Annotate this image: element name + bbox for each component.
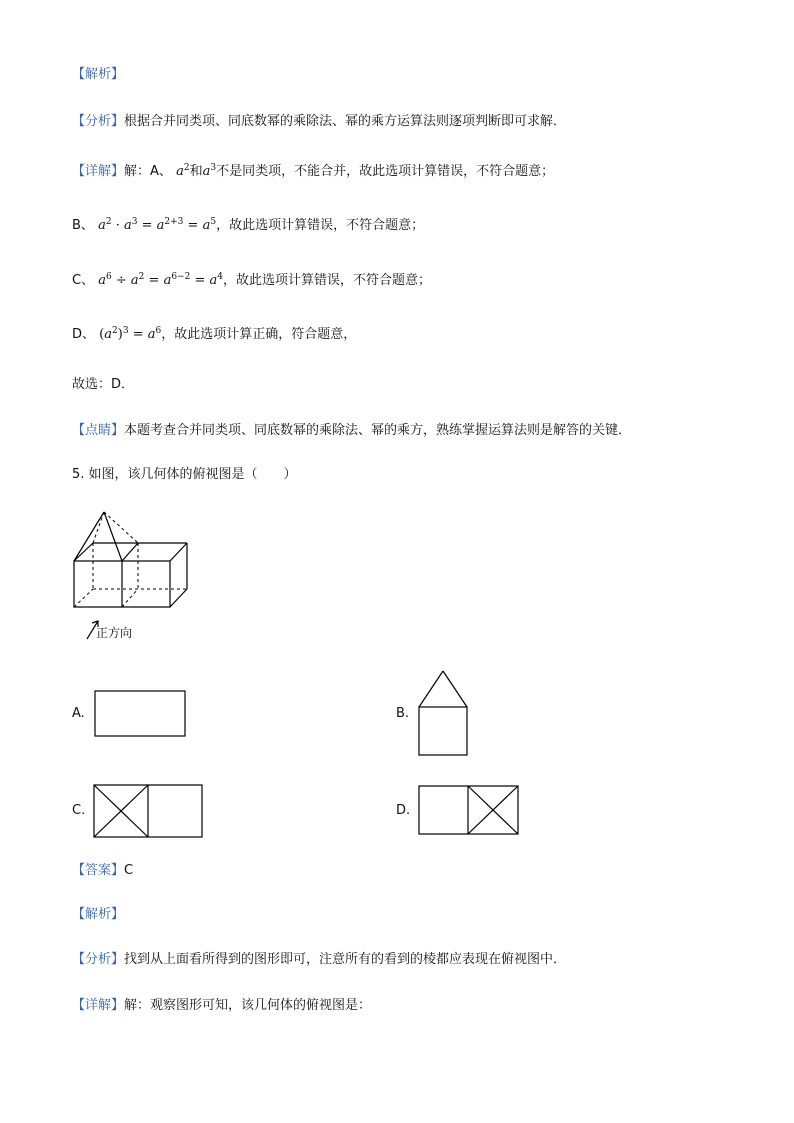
question-5: 5. 如图，该几何体的俯视图是（ ） (72, 467, 297, 482)
math-expression-d: $(a^2)^3 = a^6$ (99, 326, 162, 342)
option-b-label: B、 (72, 218, 94, 233)
comment-tag: 【点睛】 (72, 423, 125, 438)
option-c-tail: ，故此选项计算错误，不符合题意； (223, 273, 432, 288)
option-c-line (72, 272, 431, 291)
analysis-paragraph (72, 113, 566, 131)
detail-paragraph-2 (72, 997, 371, 1015)
detail-paragraph-a (72, 163, 554, 182)
analysis-tag: 【分析】 (72, 114, 125, 129)
analysis-text: 根据合并同类项、同底数幂的乘除法、幂的乘方运算法则逐项判断即可求解． (124, 114, 567, 129)
detail-mid: 和 (189, 164, 203, 179)
detail-tag: 【详解】 (72, 164, 125, 179)
analysis-paragraph-2 (72, 951, 566, 969)
comment-paragraph (72, 422, 631, 440)
choice-b-label: B. (396, 706, 410, 721)
detail-lead: 解：A、 (124, 164, 172, 179)
answer-value: C (124, 863, 134, 878)
option-d-label: D、 (72, 327, 96, 342)
option-d-line (72, 326, 356, 345)
math-expression-b: $a^2 \cdot a^3 = a^{2+3} = a^5$ (98, 217, 217, 233)
final-choice: 故选：D． (72, 377, 135, 392)
detail-tail: 不是同类项，不能合并，故此选项计算错误，不符合题意； (216, 164, 555, 179)
option-b-tail: ，故此选项计算错误，不符合题意； (216, 218, 425, 233)
front-direction-label: 正方向 (96, 626, 133, 640)
choice-c-label: C. (72, 803, 86, 818)
option-c-label: C、 (72, 273, 95, 288)
math-expression-c: $a^6 \div a^2 = a^{6-2} = a^4$ (98, 272, 223, 288)
analysis-heading: 【解析】 (72, 67, 125, 82)
detail-tag-2: 【详解】 (72, 998, 125, 1013)
choice-a-figure (93, 689, 187, 737)
math-a-squared: $a^2$ (176, 163, 190, 179)
choice-d-label: D. (396, 803, 411, 818)
analysis-heading-2: 【解析】 (72, 907, 125, 922)
math-a-cubed: $a^3$ (202, 163, 217, 179)
choice-d-figure (417, 784, 521, 836)
solid-figure (70, 508, 190, 643)
detail-text-2: 解：观察图形可知，该几何体的俯视图是： (124, 998, 372, 1013)
analysis-text-2: 找到从上面看所得到的图形即可，注意所有的看到的棱都应表现在俯视图中． (124, 952, 567, 967)
answer-line (72, 862, 133, 880)
answer-tag: 【答案】 (72, 863, 125, 878)
choice-c-figure (92, 783, 204, 839)
option-b-line (72, 217, 424, 236)
option-d-tail: ，故此选项计算正确，符合题意， (161, 327, 357, 342)
choice-a-label: A. (72, 706, 85, 721)
choice-b-figure (416, 668, 470, 758)
analysis-tag-2: 【分析】 (72, 952, 125, 967)
comment-text: 本题考查合并同类项、同底数幂的乘除法、幂的乘方，熟练掌握运算法则是解答的关键． (124, 423, 632, 438)
